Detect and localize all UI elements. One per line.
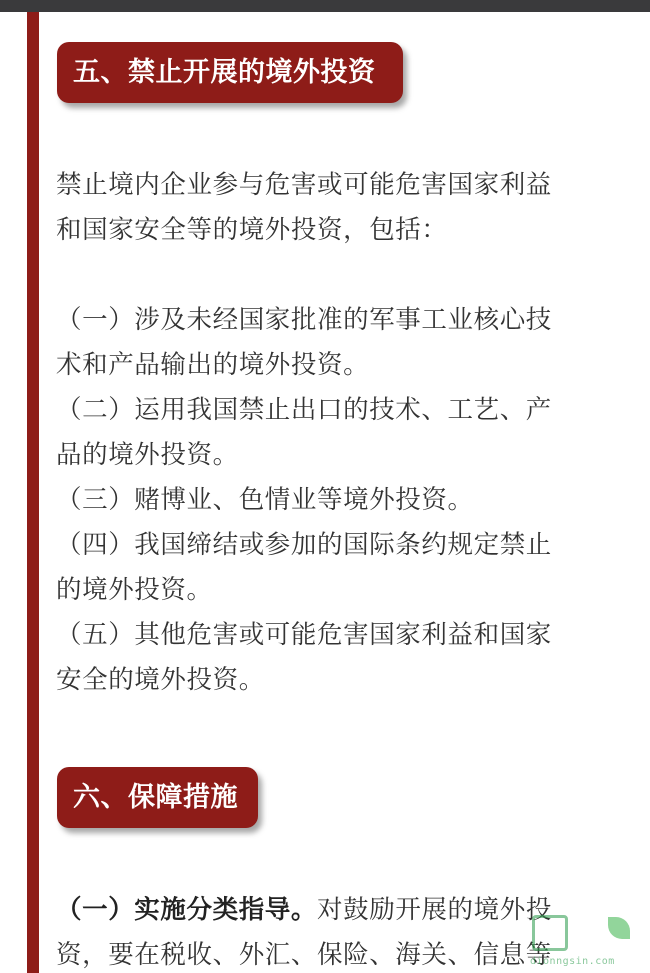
section-five-list (56, 298, 616, 703)
item-text: 对鼓励开展的境外投 (317, 895, 552, 925)
list-item-line: （五）其他危害或可能危害国家利益和国家 (56, 620, 552, 650)
list-item-line: （二）运用我国禁止出口的技术、工艺、产 (56, 395, 552, 425)
list-item-line: 安全的境外投资。 (56, 665, 265, 695)
list-item-line: 的境外投资。 (56, 575, 213, 605)
intro-line: 和国家安全等的境外投资，包括： (56, 215, 448, 245)
list-item-line: （三）赌博业、色情业等境外投资。 (56, 485, 474, 515)
leaf-icon (608, 917, 630, 939)
top-bar (0, 0, 650, 12)
list-item-line: 品的境外投资。 (56, 440, 239, 470)
watermark (524, 913, 644, 967)
intro-line: 禁止境内企业参与危害或可能危害国家利益 (56, 170, 552, 200)
list-item-line: 术和产品输出的境外投资。 (56, 350, 370, 380)
item-title: （一）实施分类指导。 (56, 895, 318, 925)
list-item-line: （一）涉及未经国家批准的军事工业核心技 (56, 305, 552, 335)
left-accent-bar (27, 12, 39, 973)
section-six-line: 资，要在税收、外汇、保险、海关、信息等 (56, 940, 552, 970)
section-six-heading: 六、保障措施 (57, 767, 258, 828)
watermark-logo-icon (532, 915, 568, 951)
watermark-text: dionngsin.com (530, 956, 615, 967)
section-five-intro (56, 163, 616, 253)
list-item-line: （四）我国缔结或参加的国际条约规定禁止 (56, 530, 552, 560)
section-five-heading: 五、禁止开展的境外投资 (57, 42, 403, 103)
